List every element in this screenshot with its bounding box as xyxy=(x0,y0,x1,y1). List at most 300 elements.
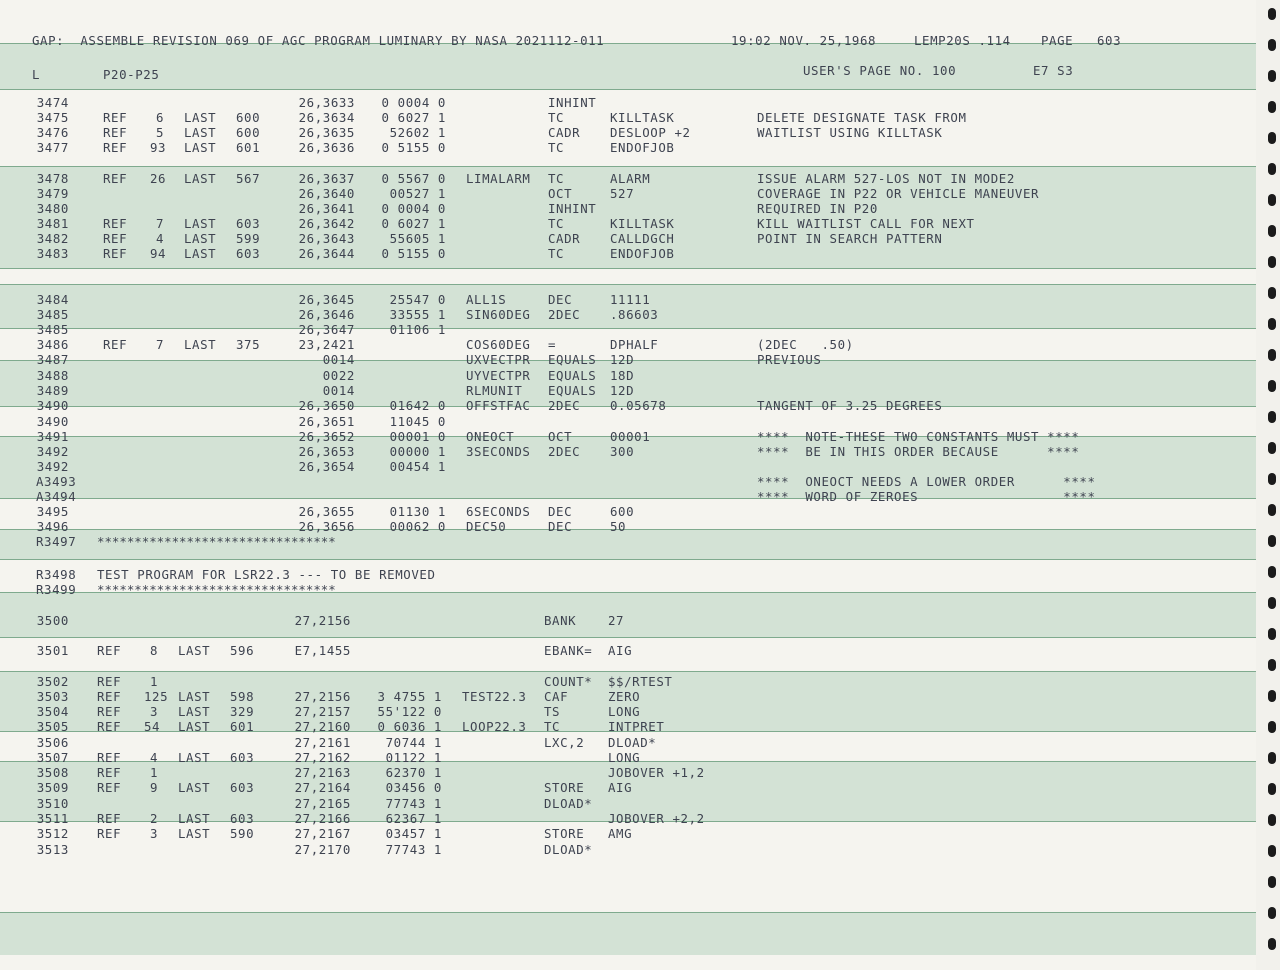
listing-operand: INTPRET xyxy=(608,719,665,734)
feed-hole xyxy=(1268,349,1276,361)
listing-lastnum: 601 xyxy=(236,140,261,155)
feed-hole xyxy=(1268,442,1276,454)
feed-hole xyxy=(1268,628,1276,640)
listing-lastnum: 598 xyxy=(230,689,255,704)
listing-last: LAST xyxy=(184,171,217,186)
listing-operand: 12D xyxy=(610,352,635,367)
feed-hole xyxy=(1268,8,1276,20)
listing-comment: ISSUE ALARM 527-LOS NOT IN MODE2 xyxy=(757,171,1015,186)
greenbar-band xyxy=(0,592,1256,637)
listing-op: CADR xyxy=(548,231,581,246)
listing-line: 3488 xyxy=(36,368,69,383)
listing-addr: 26,3641 xyxy=(298,201,355,216)
listing-comment: TANGENT OF 3.25 DEGREES xyxy=(757,398,943,413)
listing-label: LOOP22.3 xyxy=(462,719,527,734)
listing-line: 3496 xyxy=(36,519,69,534)
listing-last: LAST xyxy=(178,811,211,826)
listing-operand: 00001 xyxy=(610,429,651,444)
listing-lastnum: 600 xyxy=(236,110,261,125)
listing-ref: REF xyxy=(97,689,122,704)
listing-ref: REF xyxy=(97,719,122,734)
listing-last: LAST xyxy=(184,110,217,125)
listing-refnum: 93 xyxy=(150,140,167,155)
listing-text: ******************************** xyxy=(97,534,336,549)
listing-comment: COVERAGE IN P22 OR VEHICLE MANEUVER xyxy=(757,186,1040,201)
listing-addr: 23,2421 xyxy=(298,337,355,352)
feed-hole xyxy=(1268,659,1276,671)
listing-code: 0 0004 0 xyxy=(381,95,446,110)
listing-lastnum: 601 xyxy=(230,719,255,734)
listing-code: 77743 1 xyxy=(385,796,442,811)
listing-ref: REF xyxy=(97,811,122,826)
listing-line: 3510 xyxy=(36,796,69,811)
listing-label: ONEOCT xyxy=(466,429,515,444)
listing-addr: 26,3650 xyxy=(298,398,355,413)
listing-operand: 27 xyxy=(608,613,625,628)
listing-addr: 26,3647 xyxy=(298,322,355,337)
listing-line: 3512 xyxy=(36,826,69,841)
listing-addr: 26,3651 xyxy=(298,414,355,429)
listing-op: INHINT xyxy=(548,95,597,110)
header-program: LEMP20S .114 xyxy=(914,33,1011,48)
listing-addr: 26,3654 xyxy=(298,459,355,474)
listing-line: 3491 xyxy=(36,429,69,444)
listing-operand: 50 xyxy=(610,519,627,534)
listing-op: DEC xyxy=(548,504,573,519)
listing-lastnum: 599 xyxy=(236,231,261,246)
listing-op: TC xyxy=(548,246,565,261)
listing-operand: 527 xyxy=(610,186,635,201)
feed-hole xyxy=(1268,876,1276,888)
listing-lastnum: 590 xyxy=(230,826,255,841)
header-title: GAP: ASSEMBLE REVISION 069 OF AGC PROGRAM LUMINARY BY NASA 2021112-011 xyxy=(32,33,605,48)
listing-addr: 26,3637 xyxy=(298,171,355,186)
listing-refnum: 6 xyxy=(155,110,164,125)
listing-op: 2DEC xyxy=(548,307,581,322)
listing-last: LAST xyxy=(184,140,217,155)
listing-line: 3506 xyxy=(36,735,69,750)
listing-line: 3495 xyxy=(36,504,69,519)
listing-line: 3485 xyxy=(36,322,69,337)
listing-line: 3504 xyxy=(36,704,69,719)
listing-line: 3475 xyxy=(36,110,69,125)
listing-code: 25547 0 xyxy=(389,292,446,307)
listing-code: 55'122 0 xyxy=(377,704,442,719)
listing-last: LAST xyxy=(178,643,211,658)
listing-op: BANK xyxy=(544,613,577,628)
listing-ref: REF xyxy=(103,125,128,140)
listing-code: 0 0004 0 xyxy=(381,201,446,216)
listing-operand: 300 xyxy=(610,444,635,459)
listing-op: CAF xyxy=(544,689,569,704)
listing-operand: $$/RTEST xyxy=(608,674,673,689)
listing-comment: KILL WAITLIST CALL FOR NEXT xyxy=(757,216,975,231)
listing-addr: 27,2164 xyxy=(294,780,351,795)
listing-line: 3482 xyxy=(36,231,69,246)
greenbar-rule xyxy=(0,268,1256,269)
listing-addr: 26,3645 xyxy=(298,292,355,307)
listing-line: 3490 xyxy=(36,414,69,429)
listing-line: 3483 xyxy=(36,246,69,261)
greenbar-band xyxy=(0,912,1256,955)
listing-comment: POINT IN SEARCH PATTERN xyxy=(757,231,943,246)
listing-line: A3493 xyxy=(36,474,77,489)
listing-code: 01642 0 xyxy=(389,398,446,413)
listing-op: TS xyxy=(544,704,561,719)
listing-op: EBANK= xyxy=(544,643,593,658)
feed-hole xyxy=(1268,194,1276,206)
greenbar-rule xyxy=(0,166,1256,167)
listing-comment: WAITLIST USING KILLTASK xyxy=(757,125,943,140)
listing-addr: 27,2167 xyxy=(294,826,351,841)
listing-last: LAST xyxy=(184,125,217,140)
listing-addr: 0014 xyxy=(322,352,355,367)
listing-last: LAST xyxy=(178,704,211,719)
listing-code: 0 5567 0 xyxy=(381,171,446,186)
listing-refnum: 7 xyxy=(155,337,164,352)
listing-addr: 26,3636 xyxy=(298,140,355,155)
header-timestamp: 19:02 NOV. 25,1968 xyxy=(731,33,877,48)
feed-hole xyxy=(1268,504,1276,516)
listing-lastnum: 567 xyxy=(236,171,261,186)
feed-hole xyxy=(1268,287,1276,299)
listing-line: 3492 xyxy=(36,444,69,459)
listing-operand: AIG xyxy=(608,643,633,658)
listing-lastnum: 596 xyxy=(230,643,255,658)
listing-lastnum: 603 xyxy=(230,811,255,826)
greenbar-rule xyxy=(0,637,1256,638)
feed-hole xyxy=(1268,70,1276,82)
listing-line: 3476 xyxy=(36,125,69,140)
listing-addr: 26,3643 xyxy=(298,231,355,246)
listing-last: LAST xyxy=(184,246,217,261)
feed-hole xyxy=(1268,535,1276,547)
listing-comment: **** NOTE-THESE TWO CONSTANTS MUST **** xyxy=(757,429,1080,444)
listing-line: 3477 xyxy=(36,140,69,155)
listing-lastnum: 603 xyxy=(230,780,255,795)
listing-code: 52602 1 xyxy=(389,125,446,140)
greenbar-rule xyxy=(0,671,1256,672)
listing-op: 2DEC xyxy=(548,398,581,413)
listing-op: TC xyxy=(544,719,561,734)
listing-refnum: 8 xyxy=(149,643,158,658)
greenbar-rule xyxy=(0,284,1256,285)
listing-label: RLMUNIT xyxy=(466,383,523,398)
listing-addr: 27,2156 xyxy=(294,689,351,704)
feed-hole xyxy=(1268,597,1276,609)
header-page-label: PAGE xyxy=(1041,33,1074,48)
listing-op: DEC xyxy=(548,519,573,534)
greenbar-rule xyxy=(0,559,1256,560)
listing-addr: 27,2170 xyxy=(294,842,351,857)
listing-label: ALL1S xyxy=(466,292,507,307)
listing-operand: 600 xyxy=(610,504,635,519)
listing-last: LAST xyxy=(178,689,211,704)
listing-lastnum: 603 xyxy=(236,216,261,231)
listing-line: 3490 xyxy=(36,398,69,413)
listing-ref: REF xyxy=(97,674,122,689)
listing-operand: DPHALF xyxy=(610,337,659,352)
listing-comment: PREVIOUS xyxy=(757,352,822,367)
listing-operand: KILLTASK xyxy=(610,110,675,125)
listing-refnum: 125 xyxy=(144,689,169,704)
listing-label: LIMALARM xyxy=(466,171,531,186)
listing-code: 11045 0 xyxy=(389,414,446,429)
greenbar-rule xyxy=(0,912,1256,913)
listing-lastnum: 329 xyxy=(230,704,255,719)
listing-line: 3501 xyxy=(36,643,69,658)
feed-hole xyxy=(1268,783,1276,795)
listing-ref: REF xyxy=(103,171,128,186)
listing-op: EQUALS xyxy=(548,368,597,383)
log-letter: L xyxy=(32,67,41,82)
listing-ref: REF xyxy=(103,246,128,261)
listing-op: LXC,2 xyxy=(544,735,585,750)
listing-refnum: 26 xyxy=(150,171,167,186)
listing-last: LAST xyxy=(178,826,211,841)
listing-code: 0 6027 1 xyxy=(381,216,446,231)
listing-addr: 27,2163 xyxy=(294,765,351,780)
listing-op: TC xyxy=(548,140,565,155)
listing-code: 01130 1 xyxy=(389,504,446,519)
listing-ref: REF xyxy=(103,110,128,125)
listing-line: 3478 xyxy=(36,171,69,186)
listing-code: 0 5155 0 xyxy=(381,140,446,155)
listing-line: 3484 xyxy=(36,292,69,307)
listing-label: DEC50 xyxy=(466,519,507,534)
listing-operand: LONG xyxy=(608,750,641,765)
listing-line: 3481 xyxy=(36,216,69,231)
listing-line: R3498 xyxy=(36,567,77,582)
listing-code: 00527 1 xyxy=(389,186,446,201)
listing-operand: ENDOFJOB xyxy=(610,246,675,261)
listing-line: 3479 xyxy=(36,186,69,201)
listing-code: 62370 1 xyxy=(385,765,442,780)
listing-op: DLOAD* xyxy=(544,796,593,811)
listing-label: UXVECTPR xyxy=(466,352,531,367)
listing-addr: 27,2162 xyxy=(294,750,351,765)
listing-line: 3513 xyxy=(36,842,69,857)
feed-hole xyxy=(1268,473,1276,485)
listing-lastnum: 600 xyxy=(236,125,261,140)
listing-line: 3474 xyxy=(36,95,69,110)
listing-op: STORE xyxy=(544,826,585,841)
listing-last: LAST xyxy=(184,337,217,352)
listing-ref: REF xyxy=(97,780,122,795)
listing-ref: REF xyxy=(97,826,122,841)
listing-code: 55605 1 xyxy=(389,231,446,246)
feed-hole xyxy=(1268,938,1276,950)
listing-operand: ZERO xyxy=(608,689,641,704)
listing-addr: 26,3644 xyxy=(298,246,355,261)
listing-addr: 26,3653 xyxy=(298,444,355,459)
listing-addr: 26,3642 xyxy=(298,216,355,231)
listing-code: 01106 1 xyxy=(389,322,446,337)
listing-addr: 26,3646 xyxy=(298,307,355,322)
listing-op: OCT xyxy=(548,186,573,201)
listing-ref: REF xyxy=(103,140,128,155)
listing-code: 00001 0 xyxy=(389,429,446,444)
feed-hole xyxy=(1268,132,1276,144)
listing-code: 33555 1 xyxy=(389,307,446,322)
listing-code: 00000 1 xyxy=(389,444,446,459)
listing-ref: REF xyxy=(97,750,122,765)
listing-operand: DLOAD* xyxy=(608,735,657,750)
listing-label: 3SECONDS xyxy=(466,444,531,459)
listing-addr: 27,2165 xyxy=(294,796,351,811)
listing-addr: 27,2156 xyxy=(294,613,351,628)
listing-line: 3486 xyxy=(36,337,69,352)
listing-addr: 26,3633 xyxy=(298,95,355,110)
listing-op: OCT xyxy=(548,429,573,444)
listing-last: LAST xyxy=(184,216,217,231)
listing-line: R3499 xyxy=(36,582,77,597)
listing-text: TEST PROGRAM FOR LSR22.3 --- TO BE REMOVED xyxy=(97,567,436,582)
listing-line: 3489 xyxy=(36,383,69,398)
listing-refnum: 4 xyxy=(155,231,164,246)
listing-addr: 0022 xyxy=(322,368,355,383)
listing-text: ******************************** xyxy=(97,582,336,597)
feed-hole xyxy=(1268,318,1276,330)
listing-operand: LONG xyxy=(608,704,641,719)
listing-operand: 18D xyxy=(610,368,635,383)
listing-code: 70744 1 xyxy=(385,735,442,750)
listing-op: COUNT* xyxy=(544,674,593,689)
listing-addr: 0014 xyxy=(322,383,355,398)
listing-refnum: 7 xyxy=(155,216,164,231)
listing-addr: 26,3655 xyxy=(298,504,355,519)
listing-op: TC xyxy=(548,216,565,231)
listing-code: 0 5155 0 xyxy=(381,246,446,261)
listing-refnum: 4 xyxy=(149,750,158,765)
listing-ref: REF xyxy=(97,643,122,658)
listing-code: 0 6036 1 xyxy=(377,719,442,734)
feed-hole xyxy=(1268,690,1276,702)
listing-addr: 26,3634 xyxy=(298,110,355,125)
listing-addr: 26,3635 xyxy=(298,125,355,140)
listing-lastnum: 603 xyxy=(236,246,261,261)
listing-code: 03457 1 xyxy=(385,826,442,841)
listing-comment: **** WORD OF ZEROES **** xyxy=(757,489,1096,504)
users-page: USER'S PAGE NO. 100 xyxy=(803,63,957,78)
listing-label: OFFSTFAC xyxy=(466,398,531,413)
feed-hole xyxy=(1268,752,1276,764)
feed-hole xyxy=(1268,380,1276,392)
listing-line: 3502 xyxy=(36,674,69,689)
listing-operand: ENDOFJOB xyxy=(610,140,675,155)
listing-ref: REF xyxy=(103,337,128,352)
listing-comment: DELETE DESIGNATE TASK FROM xyxy=(757,110,967,125)
feed-hole xyxy=(1268,163,1276,175)
listing-refnum: 9 xyxy=(149,780,158,795)
feed-hole xyxy=(1268,721,1276,733)
listing-label: SIN60DEG xyxy=(466,307,531,322)
listing-last: LAST xyxy=(178,719,211,734)
listing-comment: **** BE IN THIS ORDER BECAUSE **** xyxy=(757,444,1080,459)
listing-lastnum: 603 xyxy=(230,750,255,765)
listing-addr: E7,1455 xyxy=(294,643,351,658)
listing-last: LAST xyxy=(184,231,217,246)
greenbar-rule xyxy=(0,89,1256,90)
section-title: P20-P25 xyxy=(103,67,160,82)
listing-operand: KILLTASK xyxy=(610,216,675,231)
listing-operand: AIG xyxy=(608,780,633,795)
feed-hole xyxy=(1268,845,1276,857)
listing-lastnum: 375 xyxy=(236,337,261,352)
listing-addr: 26,3640 xyxy=(298,186,355,201)
listing-operand: .86603 xyxy=(610,307,659,322)
listing-addr: 27,2166 xyxy=(294,811,351,826)
listing-line: R3497 xyxy=(36,534,77,549)
listing-label: 6SECONDS xyxy=(466,504,531,519)
listing-operand: 11111 xyxy=(610,292,651,307)
listing-line: 3487 xyxy=(36,352,69,367)
listing-ref: REF xyxy=(103,231,128,246)
listing-addr: 27,2160 xyxy=(294,719,351,734)
greenbar-rule xyxy=(0,328,1256,329)
listing-last: LAST xyxy=(178,750,211,765)
listing-comment: (2DEC .50) xyxy=(757,337,854,352)
listing-operand: DESLOOP +2 xyxy=(610,125,691,140)
listing-ref: REF xyxy=(97,704,122,719)
feed-hole xyxy=(1268,101,1276,113)
listing-line: 3511 xyxy=(36,811,69,826)
header-code: E7 S3 xyxy=(1033,63,1074,78)
feed-hole xyxy=(1268,256,1276,268)
listing-code: 03456 0 xyxy=(385,780,442,795)
listing-op: CADR xyxy=(548,125,581,140)
listing-refnum: 1 xyxy=(149,674,158,689)
listing-operand: 12D xyxy=(610,383,635,398)
listing-addr: 27,2161 xyxy=(294,735,351,750)
listing-code: 3 4755 1 xyxy=(377,689,442,704)
feed-hole xyxy=(1268,814,1276,826)
listing-operand: AMG xyxy=(608,826,633,841)
listing-line: 3480 xyxy=(36,201,69,216)
listing-line: 3492 xyxy=(36,459,69,474)
listing-op: = xyxy=(548,337,557,352)
listing-line: 3509 xyxy=(36,780,69,795)
listing-ref: REF xyxy=(103,216,128,231)
listing-label: COS60DEG xyxy=(466,337,531,352)
listing-op: INHINT xyxy=(548,201,597,216)
listing-refnum: 5 xyxy=(155,125,164,140)
listing-operand: ALARM xyxy=(610,171,651,186)
listing-refnum: 3 xyxy=(149,826,158,841)
listing-line: 3485 xyxy=(36,307,69,322)
listing-op: TC xyxy=(548,110,565,125)
listing-addr: 26,3656 xyxy=(298,519,355,534)
feed-hole xyxy=(1268,39,1276,51)
listing-code: 62367 1 xyxy=(385,811,442,826)
listing-refnum: 1 xyxy=(149,765,158,780)
listing-op: EQUALS xyxy=(548,383,597,398)
listing-comment: **** ONEOCT NEEDS A LOWER ORDER **** xyxy=(757,474,1096,489)
listing-refnum: 94 xyxy=(150,246,167,261)
listing-refnum: 2 xyxy=(149,811,158,826)
listing-operand: CALLDGCH xyxy=(610,231,675,246)
listing-line: 3507 xyxy=(36,750,69,765)
listing-op: TC xyxy=(548,171,565,186)
feed-hole xyxy=(1268,411,1276,423)
listing-refnum: 54 xyxy=(144,719,161,734)
listing-ref: REF xyxy=(97,765,122,780)
listing-code: 00454 1 xyxy=(389,459,446,474)
feed-hole xyxy=(1268,225,1276,237)
listing-line: 3503 xyxy=(36,689,69,704)
listing-op: 2DEC xyxy=(548,444,581,459)
listing-operand: JOBOVER +1,2 xyxy=(608,765,705,780)
